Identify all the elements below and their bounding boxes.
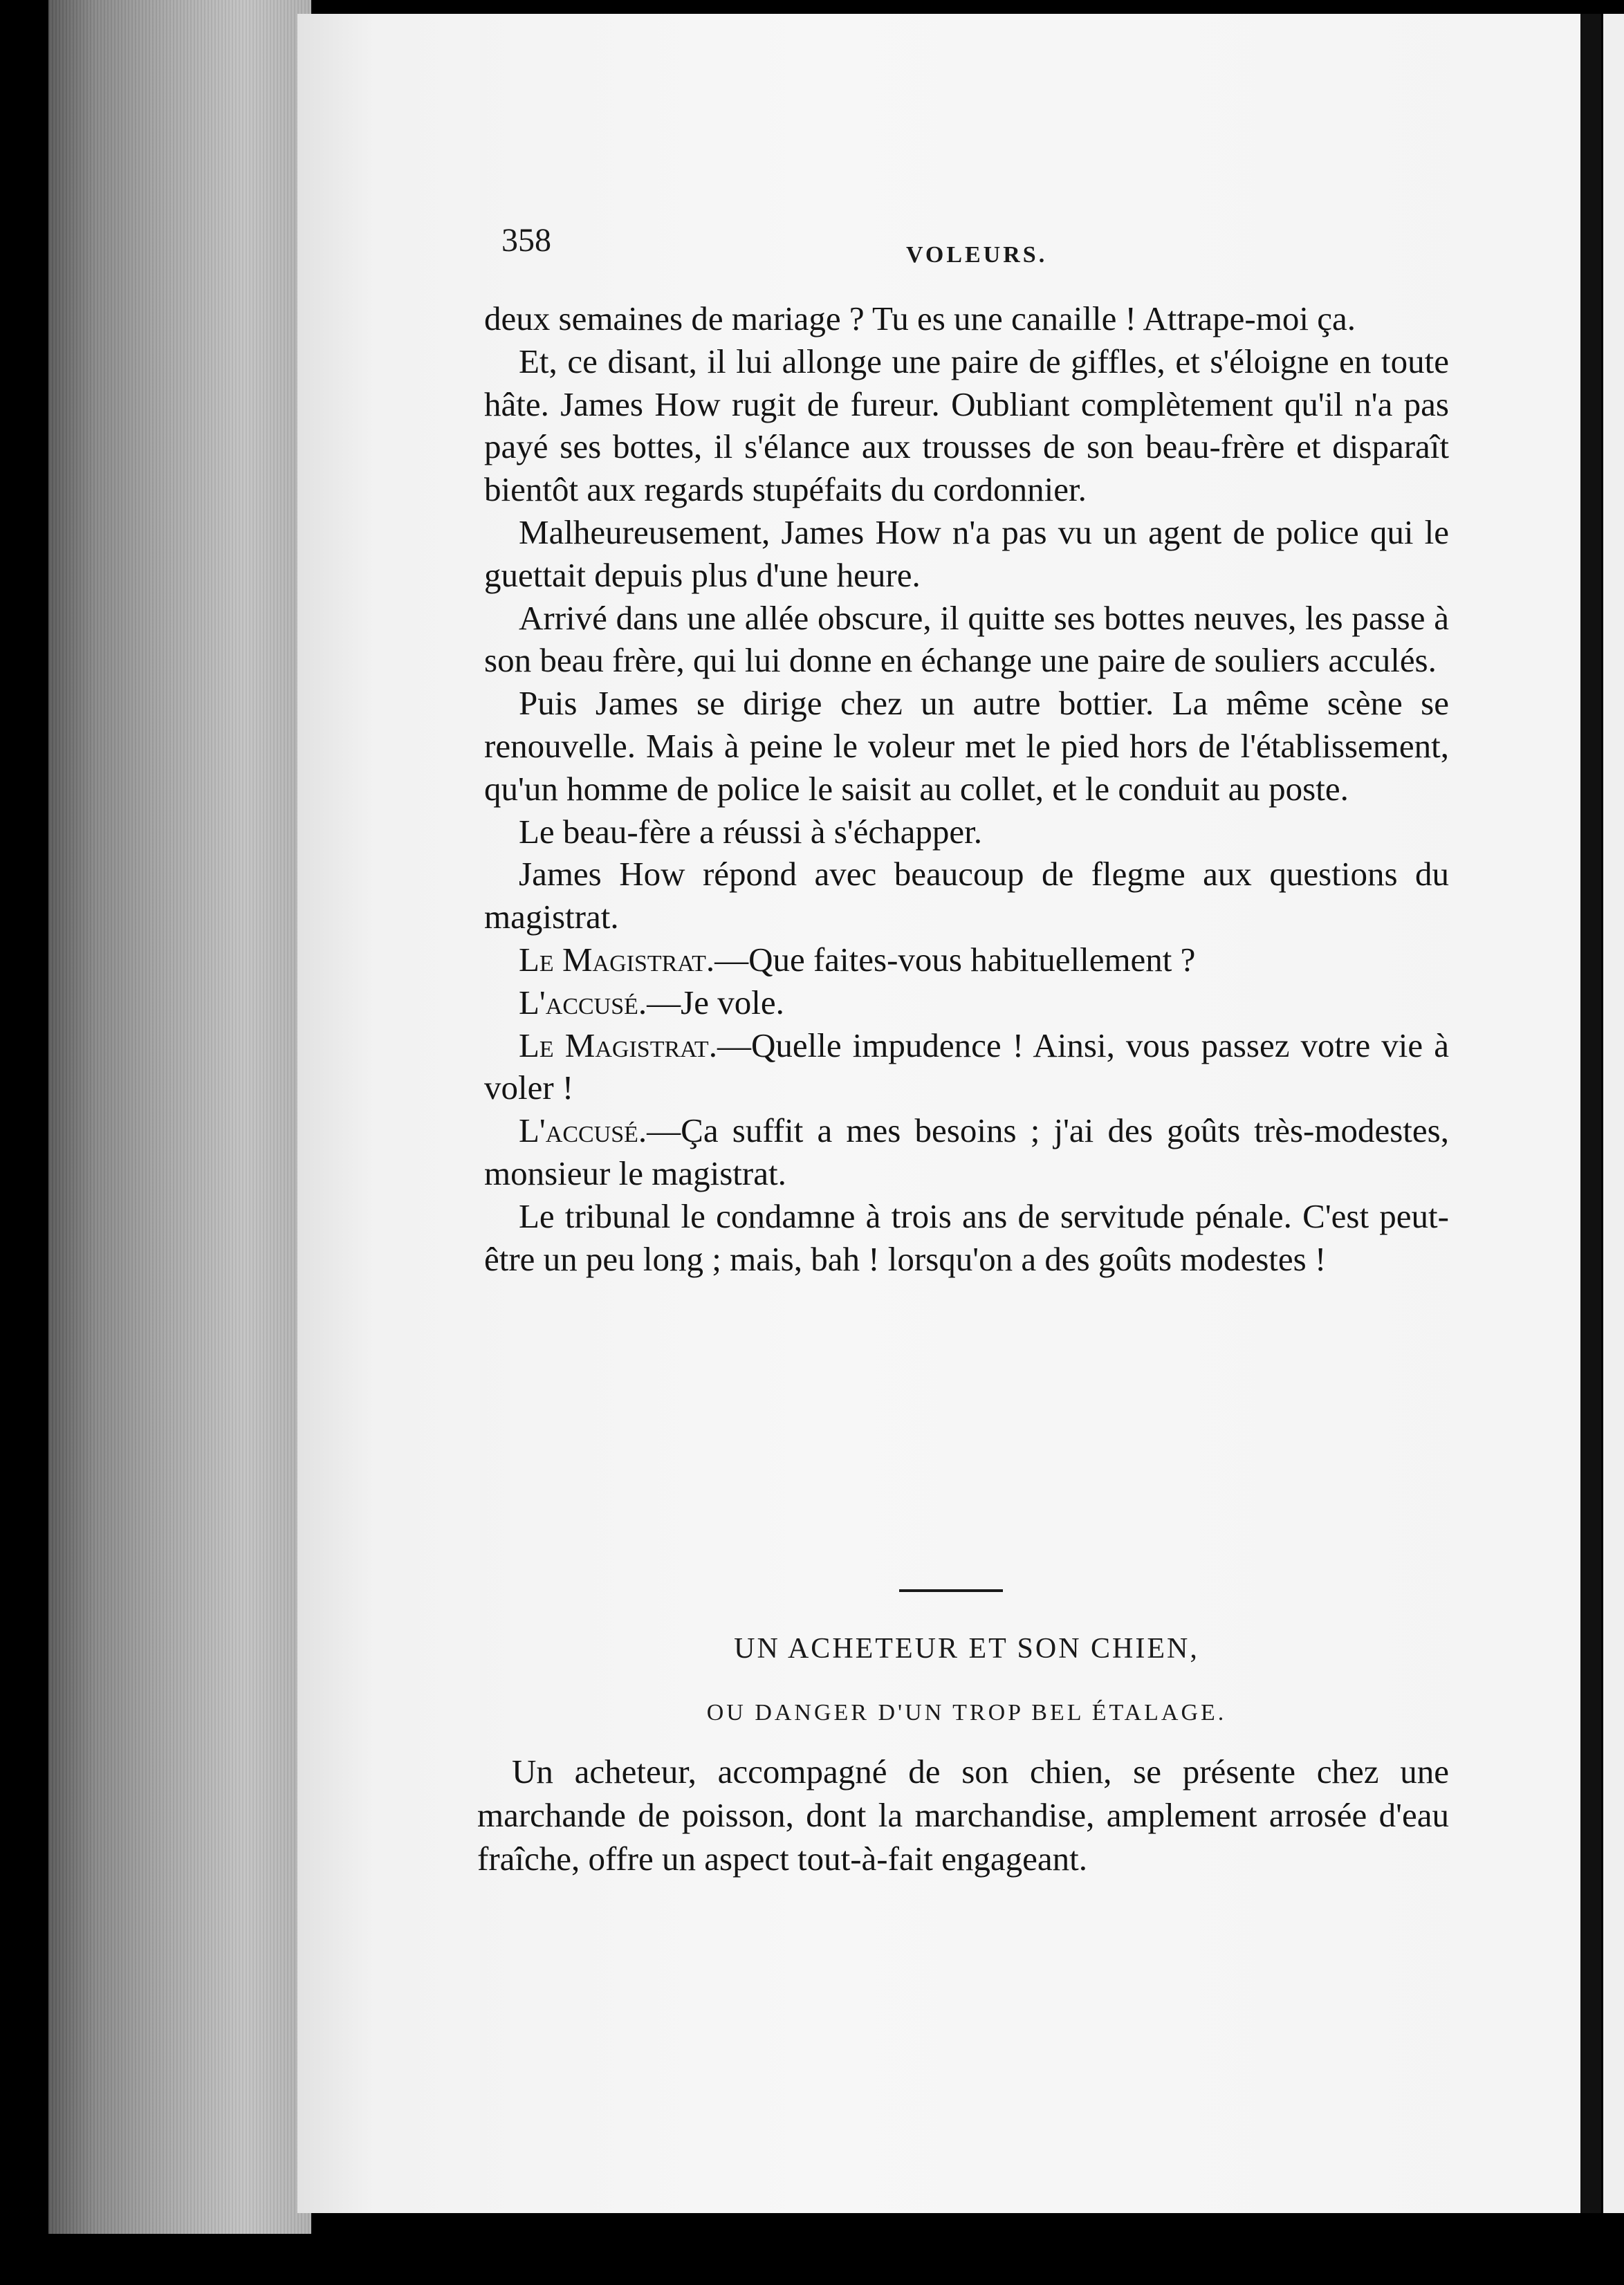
paragraph: James How répond avec beaucoup de flegme aux questions du magistrat. <box>484 855 1449 936</box>
paragraph: Arrivé dans une allée obscure, il quitte ses bottes neuves, les passe à son beau frère, qui lui donne en échange une paire de souliers acculés. <box>484 598 1449 680</box>
section-subtitle: OU DANGER D'UN TROP BEL ÉTALAGE. <box>706 1700 1227 1726</box>
book-page-edges <box>48 0 311 2234</box>
scan-right-edge <box>1580 14 1601 2213</box>
dialogue-text: —Que faites-vous habituellement ? <box>714 940 1196 979</box>
dialogue-line <box>484 981 1449 1024</box>
paragraph: Un acheteur, accompagné de son chien, se présente chez une marchande de poisson, dont la marchandise, amplement arrosée d'eau fraîche, offre un aspect tout-à-fait engageant. <box>477 1752 1449 1878</box>
dialogue-text: —Je vole. <box>647 983 784 1021</box>
speaker-name: L'accusé. <box>519 1111 647 1150</box>
paragraph: Et, ce disant, il lui allonge une paire de giffles, et s'éloigne en toute hâte. James How rugit de fureur. Oubliant complètement qu'il n'a pas payé ses bottes, il s'élance aux trousses de son beau-frère et disparaît bientôt aux regards stupéfaits du cordonnier. <box>484 342 1449 509</box>
dialogue-line <box>484 1109 1449 1195</box>
dialogue-line <box>484 938 1449 981</box>
section-divider <box>899 1589 1003 1592</box>
paragraph: Malheureusement, James How n'a pas vu un agent de police qui le guettait depuis plus d'une heure. <box>484 512 1449 594</box>
dialogue-text: —Ça suffit a mes besoins ; j'ai des goûts très-modestes, monsieur le magistrat. <box>484 1111 1449 1192</box>
running-head: VOLEURS. <box>906 242 1048 268</box>
speaker-name: Le Magistrat. <box>519 940 715 979</box>
section-title: UN ACHETEUR ET SON CHIEN, <box>734 1633 1199 1665</box>
page-header <box>501 221 1449 270</box>
dialogue-text: —Quelle impudence ! Ainsi, vous passez votre vie à voler ! <box>484 1026 1450 1107</box>
paragraph: Puis James se dirige chez un autre bottier. La même scène se renouvelle. Mais à peine le voleur met le pied hors de l'établissement, qu'un homme de police le saisit au collet, et le conduit au poste. <box>484 684 1449 808</box>
paragraph: Le beau-fère a réussi à s'échapper. <box>519 812 982 851</box>
paragraph: Le tribunal le condamne à trois ans de servitude pénale. C'est peut-être un peu long ; mais, bah ! lorsqu'on a des goûts modestes ! <box>484 1196 1449 1278</box>
page-number: 358 <box>501 222 551 259</box>
section-text <box>477 1750 1449 1880</box>
main-text <box>484 297 1449 1280</box>
speaker-name: Le Magistrat. <box>519 1026 717 1064</box>
dialogue-line <box>484 1024 1449 1110</box>
paragraph: deux semaines de mariage ? Tu es une canaille ! Attrape-moi ça. <box>484 299 1356 337</box>
next-page-strip <box>1603 14 1624 2213</box>
speaker-name: L'accusé. <box>519 983 647 1021</box>
